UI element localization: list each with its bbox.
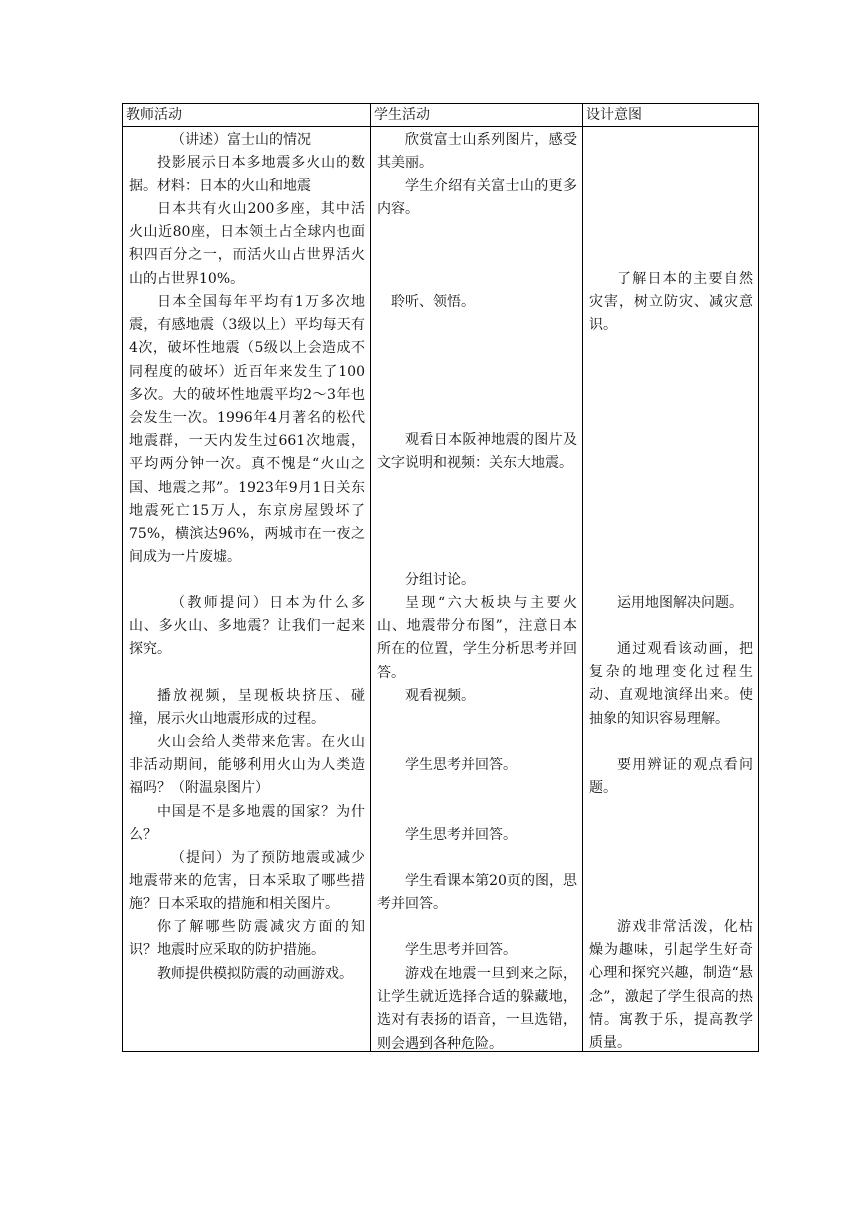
lesson-plan-table <box>122 103 759 1052</box>
teacher-paragraph: 火山会给人类带来危害。在火山非活动期间，能够利用火山为人类造福吗？（附温泉图片） <box>129 734 365 797</box>
student-activity-cell <box>371 127 583 1052</box>
student-paragraph: 学生思考并回答。 <box>405 757 517 773</box>
header-teacher-activity: 教师活动 <box>123 104 371 127</box>
student-paragraph: 学生看课本第20页的图，思考并回答。 <box>377 873 577 913</box>
teacher-paragraph: 播放视频，呈现板块挤压、碰撞，展示火山地震形成的过程。 <box>129 688 365 728</box>
design-paragraph: 游戏非常活泼，化枯燥为趣味，引起学生好奇心理和探究兴趣，制造“悬念”，激起了学生很高的热情。寓教于乐，提高教学质量。 <box>589 919 753 1052</box>
student-paragraph: 观看视频。 <box>405 688 475 704</box>
design-intent-cell <box>583 127 759 1052</box>
teacher-paragraph: 教师提供模拟防震的动画游戏。 <box>157 966 353 982</box>
student-paragraph: 分组讨论。 <box>405 572 475 588</box>
student-paragraph: 欣赏富士山系列图片，感受其美丽。 <box>377 132 577 172</box>
header-design-intent: 设计意图 <box>583 104 759 127</box>
teacher-paragraph: （讲述）富士山的情况 <box>171 132 311 148</box>
student-paragraph: 呈现“六大板块与主要火山、地震带分布图”，注意日本所在的位置，学生分析思考并回答。 <box>377 595 577 681</box>
header-student-activity: 学生活动 <box>371 104 583 127</box>
teacher-paragraph: 日本共有火山200多座，其中活火山近80座，日本领土占全球内也面积四百分之一，而活火山占世界活火山的占世界10%。 <box>129 201 365 287</box>
design-paragraph: 了解日本的主要自然灾害，树立防灾、减灾意识。 <box>589 271 753 334</box>
teacher-paragraph: 日本全国每年平均有1万多次地震，有感地震（3级以上）平均每天有4次，破坏性地震（5级以上会造成不同程度的破坏）近百年来发生了100多次。大的破坏性地震平均2～3年也会发生一次。1996年4月著名的松代地震群，一天内发生过661次地震，平均两分钟一次。真不愧是“火山之国、地震之邦”。1923年9月1日关东地震死亡15万人，东京房屋毁坏了75%，横滨达96%，两城市在一夜之间成为一片废墟。 <box>129 294 365 566</box>
student-paragraph: 游戏在地震一旦到来之际，让学生就近选择合适的躲藏地，选对有表扬的语音，一旦选错，则会遇到各种危险。 <box>377 966 577 1052</box>
design-paragraph: 通过观看该动画，把复杂的地理变化过程生动、直观地演绎出来。使抽象的知识容易理解。 <box>589 641 753 727</box>
teacher-paragraph: （教师提问）日本为什么多山、多火山、多地震？让我们一起来探究。 <box>129 595 365 658</box>
teacher-paragraph: 你了解哪些防震减灾方面的知识？地震时应采取的防护措施。 <box>129 919 365 959</box>
teacher-paragraph: 投影展示日本多地震多火山的数据。材料：日本的火山和地震 <box>129 155 365 195</box>
student-paragraph: 观看日本阪神地震的图片及文字说明和视频：关东大地震。 <box>377 432 577 472</box>
design-paragraph: 运用地图解决问题。 <box>617 595 743 611</box>
design-paragraph: 要用辨证的观点看问题。 <box>589 757 753 797</box>
table-header-row <box>123 104 759 127</box>
student-paragraph: 聆听、领悟。 <box>391 294 475 310</box>
teacher-activity-cell <box>123 127 371 1052</box>
student-paragraph: 学生思考并回答。 <box>405 827 517 843</box>
teacher-paragraph: （提问）为了预防地震或减少地震带来的危害，日本采取了哪些措施？日本采取的措施和相关图片。 <box>129 850 365 913</box>
student-paragraph: 学生介绍有关富士山的更多内容。 <box>377 178 577 218</box>
student-paragraph: 学生思考并回答。 <box>405 942 517 958</box>
table-body-row <box>123 127 759 1052</box>
teacher-paragraph: 中国是不是多地震的国家？为什么？ <box>129 804 365 844</box>
